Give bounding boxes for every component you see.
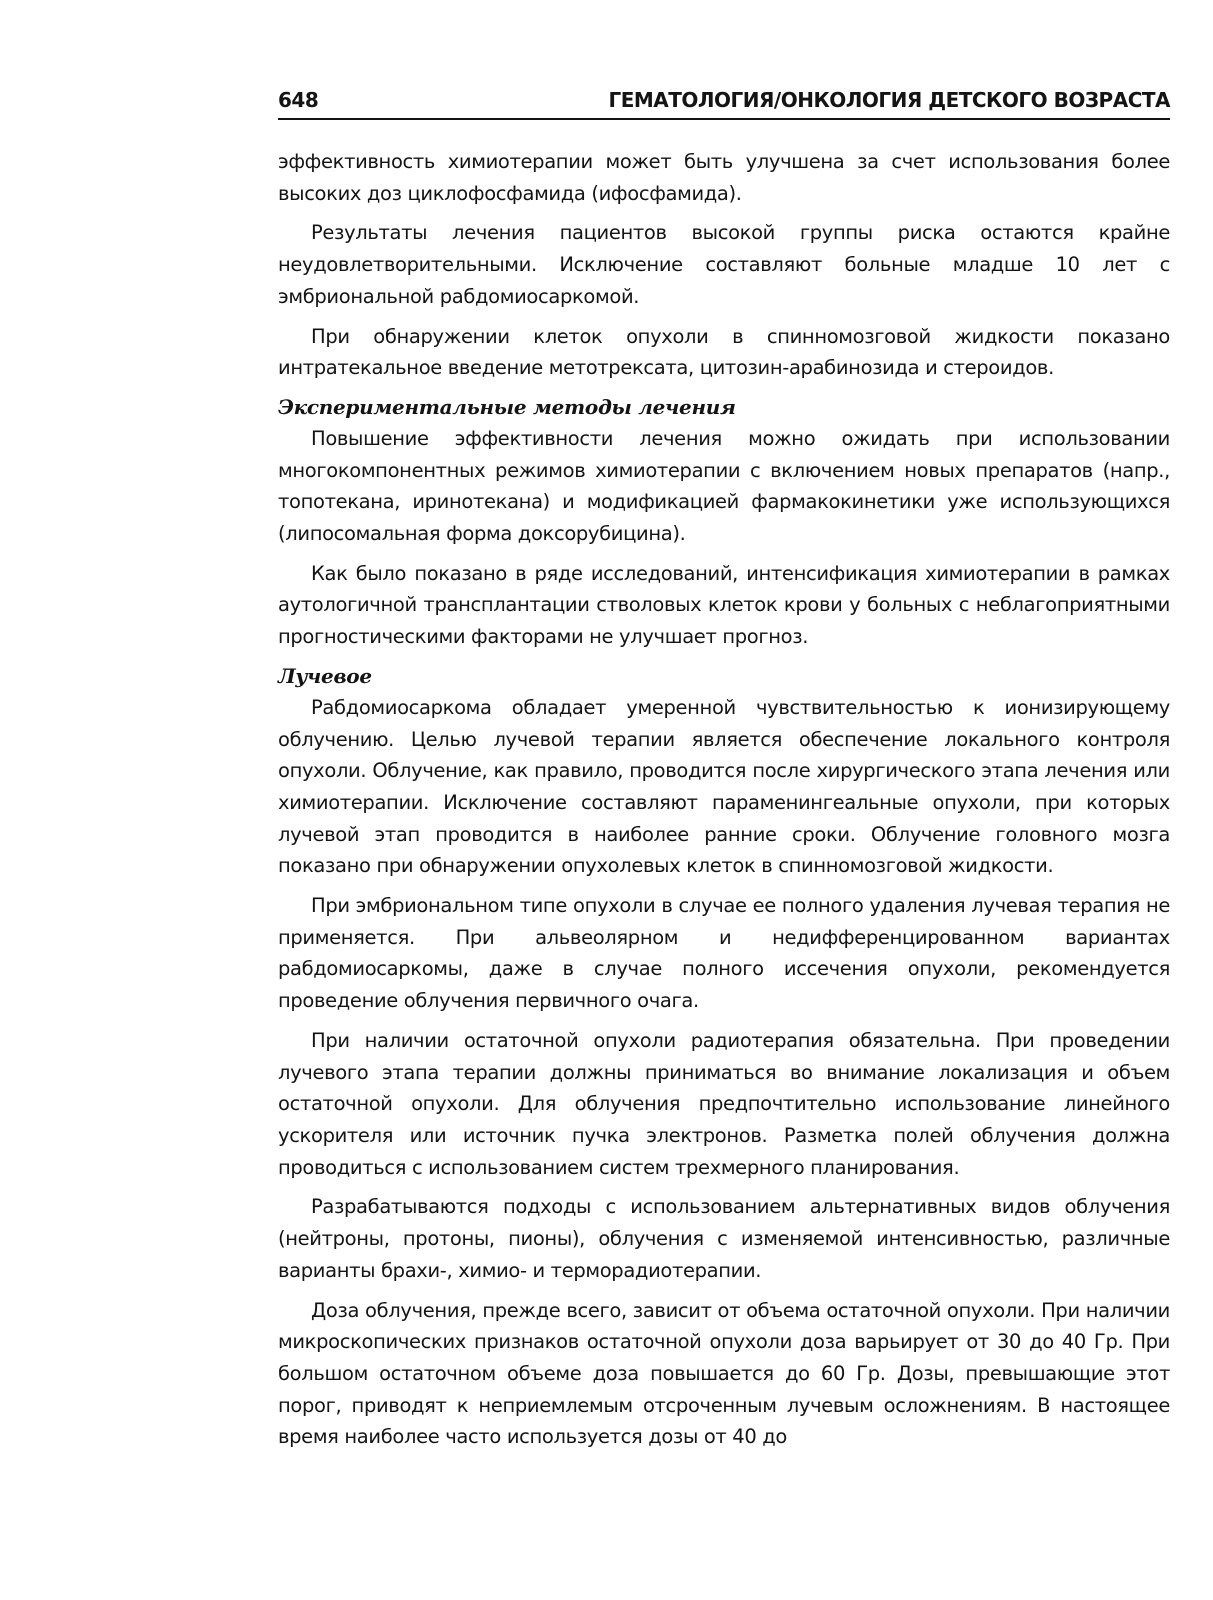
- paragraph-9: Разрабатываются подходы с использованием альтернативных видов облучения (нейтроны, протоны, пионы), облучения с изменяемой интенсивностью, различные варианты брахи-, химио- и терморадиотерапии.: [278, 1195, 1170, 1282]
- paragraph-2: Результаты лечения пациентов высокой группы риска остаются крайне неудовлетворительными. Исключение составляют больные младше 10 лет с эмбриональной рабдомиосаркомой.: [278, 221, 1170, 308]
- section-heading-radiation: Лучевое: [278, 663, 372, 688]
- paragraph-8: При наличии остаточной опухоли радиотерапия обязательна. При проведении лучевого этапа терапии должны приниматься во внимание локализация и объем остаточной опухоли. Для облучения предпочтительно использование линейного ускорителя или источник пучка электронов. Разметка полей облучения должна проводиться с использованием систем трехмерного планирования.: [278, 1028, 1170, 1179]
- paragraph-1: эффективность химиотерапии может быть улучшена за счет использования более высоких доз циклофосфамида (ифосфамида).: [278, 150, 1170, 205]
- paragraph-3: При обнаружении клеток опухоли в спинномозговой жидкости показано интратекальное введение метотрексата, цитозин-арабинозида и стероидов.: [278, 324, 1170, 380]
- section-heading-experimental: Экспериментальные методы лечения: [278, 394, 736, 419]
- paragraph-4: Повышение эффективности лечения можно ожидать при использовании многокомпонентных режимов химиотерапии с включением новых препаратов (напр., топотекана, иринотекана) и модификацией фармакокинетики уже использующихся (липосомальная форма доксорубицина).: [278, 426, 1170, 546]
- paragraph-10: Доза облучения, прежде всего, зависит от объема остаточной опухоли. При наличии микроскопических признаков остаточной опухоли доза варьирует от 30 до 40 Гр. При большом остаточном объеме доза повышается до 60 Гр. Дозы, превышающие этот порог, приводят к неприемлемым отсроченным лучевым осложнениям. В настоящее время наиболее часто используется дозы от 40 до: [278, 1298, 1170, 1449]
- paragraph-5: Как было показано в ряде исследований, интенсификация химиотерапии в рамках аутологичной трансплантации стволовых клеток крови у больных с неблагоприятными прогностическими факторами не улучшает прогноз.: [278, 561, 1170, 649]
- page-number: 648: [278, 88, 319, 112]
- paragraph-7: При эмбриональном типе опухоли в случае ее полного удаления лучевая терапия не применяется. При альвеолярном и недифференцированном вариантах рабдомиосаркомы, даже в случае полного иссечения опухоли, рекомендуется проведение облучения первичного очага.: [278, 894, 1170, 1013]
- running-title: ГЕМАТОЛОГИЯ/ОНКОЛОГИЯ ДЕТСКОГО ВОЗРАСТА: [608, 88, 1170, 112]
- book-page: [278, 88, 1170, 1461]
- running-header: [278, 88, 1170, 120]
- paragraph-6: Рабдомиосаркома обладает умеренной чувствительностью к ионизирующему облучению. Целью лучевой терапии является обеспечение локального контроля опухоли. Облучение, как правило, проводится после хирургического этапа лечения или химиотерапии. Исключение составляют параменингеальные опухоли, при которых лучевой этап проводится в наиболее ранние сроки. Облучение головного мозга показано при обнаружении опухолевых клеток в спинномозговой жидкости.: [278, 695, 1170, 878]
- page-content: [278, 146, 1170, 1453]
